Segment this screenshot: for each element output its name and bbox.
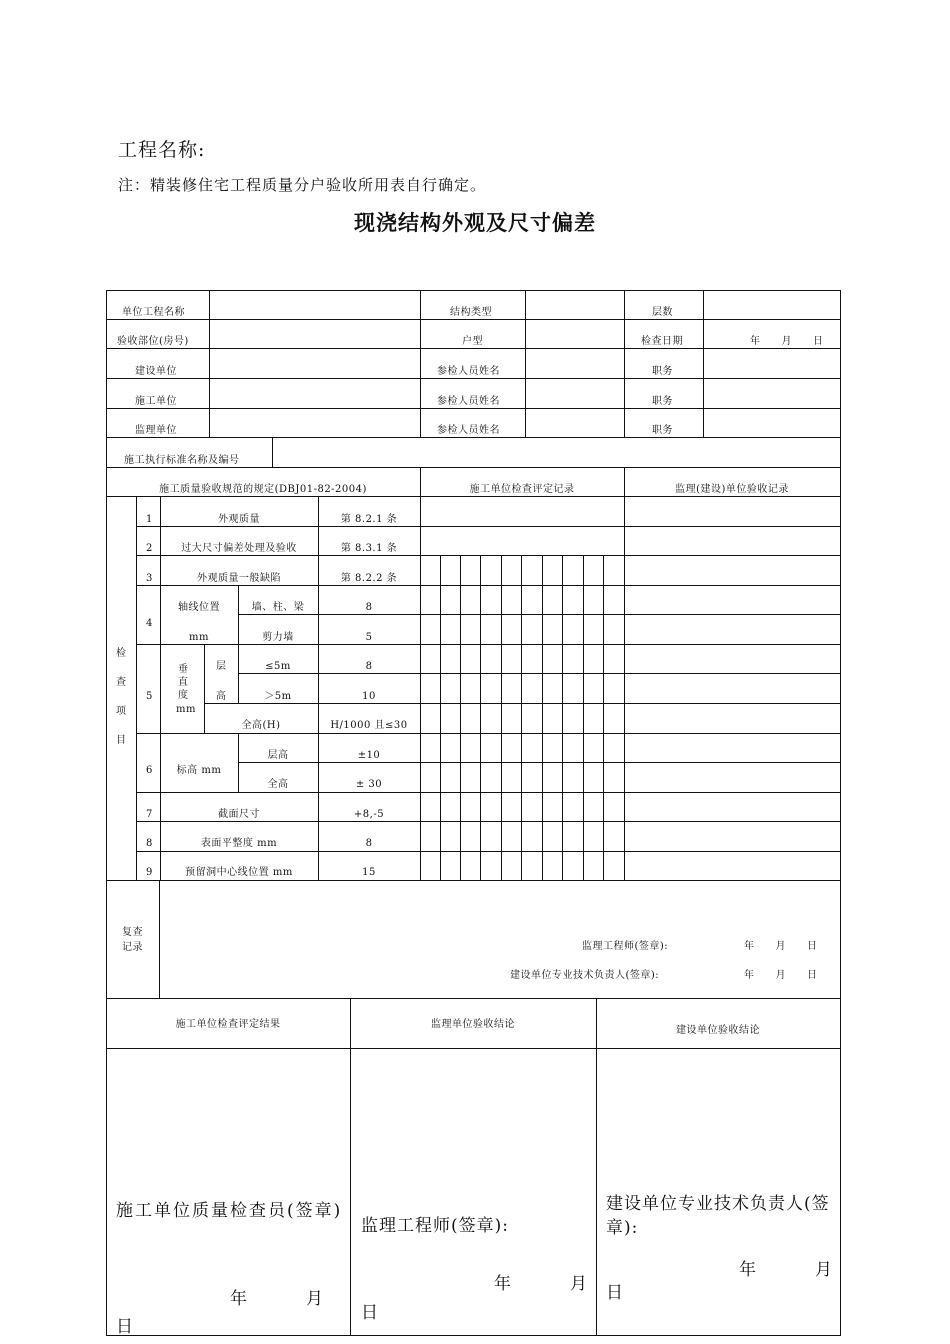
inspector-name-label-1: 参检人员姓名 xyxy=(437,366,500,377)
item-1-ref: 第 8.2.1 条 xyxy=(340,514,398,525)
builder-sign-year-month: 年 月 xyxy=(230,1289,325,1309)
item-9-no: 9 xyxy=(146,867,153,878)
construction-sign-label: 建设单位专业技术负责人(签章): xyxy=(606,1194,830,1238)
item-5-val3: H/1000 且≤30 xyxy=(330,720,408,731)
review-label-2: 记录 xyxy=(122,942,143,953)
construction-sign-year-month: 年 月 xyxy=(739,1260,834,1280)
item-8-ref: 8 xyxy=(365,838,373,849)
supervisor-record-header: 监理(建设)单位验收记录 xyxy=(675,484,789,495)
item-6-name: 标高 mm xyxy=(176,765,222,776)
review-label-1: 复查 xyxy=(122,927,143,938)
item-5-val2: 10 xyxy=(362,691,376,702)
builder-sign-label: 施工单位质量检查员(签章) xyxy=(116,1201,343,1221)
builder-record-header: 施工单位检查评定记录 xyxy=(469,484,575,495)
construction-sign-day: 日 xyxy=(606,1283,625,1303)
item-5-sub2: ＞5m xyxy=(264,691,292,702)
item-5-val1: 8 xyxy=(365,661,373,672)
builder-unit-label: 施工单位 xyxy=(135,396,177,407)
item-8-name: 表面平整度 mm xyxy=(200,838,278,849)
item-8-no: 8 xyxy=(146,838,153,849)
item-4-name: 轴线位置 xyxy=(178,602,220,613)
item-7-name: 截面尺寸 xyxy=(218,809,260,820)
item-5-floor-b: 高 xyxy=(216,691,227,702)
review-supervisor-engineer: 监理工程师(签章): xyxy=(582,941,669,952)
review-construction-tech-lead: 建设单位专业技术负责人(签章): xyxy=(510,970,660,981)
supervisor-sign-day: 日 xyxy=(361,1303,380,1323)
item-9-ref: 15 xyxy=(362,867,376,878)
item-4-sub2: 剪力墙 xyxy=(262,632,294,643)
item-5-floor-a: 层 xyxy=(216,661,227,672)
unit-project-name-label: 单位工程名称 xyxy=(122,307,185,318)
position-label-2: 职务 xyxy=(652,396,673,407)
item-3-no: 3 xyxy=(146,573,153,584)
position-label-3: 职务 xyxy=(652,425,673,436)
project-name-label: 工程名称: xyxy=(118,139,206,161)
builder-result-header: 施工单位检查评定结果 xyxy=(175,1019,281,1030)
floors-label: 层数 xyxy=(652,307,673,318)
construction-unit-label: 建设单位 xyxy=(135,366,177,377)
item-2-no: 2 xyxy=(146,543,153,554)
check-date-label: 检查日期 xyxy=(641,336,683,347)
item-6-sub1: 层高 xyxy=(267,750,289,761)
review-date-2: 年 月 日 xyxy=(744,970,818,981)
standard-name-label: 施工执行标准名称及编号 xyxy=(124,455,240,466)
item-6-val2: ± 30 xyxy=(355,779,383,790)
item-5-no: 5 xyxy=(146,691,153,702)
item-4-unit: mm xyxy=(189,632,209,643)
item-7-no: 7 xyxy=(146,809,153,820)
item-6-no: 6 xyxy=(146,765,153,776)
construction-conclusion-header: 建设单位验收结论 xyxy=(676,1025,760,1036)
supervision-unit-label: 监理单位 xyxy=(135,425,177,436)
item-3-ref: 第 8.2.2 条 xyxy=(340,573,398,584)
item-1-name: 外观质量 xyxy=(218,514,260,525)
item-4-val2: 5 xyxy=(365,632,373,643)
item-5-sub1: ≤5m xyxy=(265,661,291,672)
item-6-val1: ±10 xyxy=(357,750,381,761)
item-4-val1: 8 xyxy=(365,602,373,613)
item-7-ref: +8,-5 xyxy=(353,809,385,820)
structure-type-label: 结构类型 xyxy=(450,307,492,318)
check-items-label-3: 项 xyxy=(116,706,127,717)
item-5-unit: mm xyxy=(176,704,196,715)
acceptance-part-label: 验收部位(房号) xyxy=(117,336,189,347)
note-text: 注：精装修住宅工程质量分户验收所用表自行确定。 xyxy=(118,176,487,194)
check-items-label-2: 查 xyxy=(116,677,127,688)
spec-column-header: 施工质量验收规范的规定(DBJ01-82-2004) xyxy=(159,484,367,495)
item-5-name-2: 直 xyxy=(178,677,189,688)
item-4-sub1: 墙、柱、梁 xyxy=(251,602,305,613)
item-2-ref: 第 8.3.1 条 xyxy=(340,543,398,554)
item-5-sub3: 全高(H) xyxy=(241,720,281,731)
supervisor-sign-year-month: 年 月 xyxy=(494,1274,589,1294)
item-5-name-1: 垂 xyxy=(178,664,189,675)
item-1-no: 1 xyxy=(146,514,153,525)
supervisor-conclusion-header: 监理单位验收结论 xyxy=(431,1019,515,1030)
item-3-name: 外观质量一般缺陷 xyxy=(197,573,281,584)
review-date-1: 年 月 日 xyxy=(744,941,818,952)
item-9-name: 预留洞中心线位置 mm xyxy=(185,867,293,878)
inspector-name-label-3: 参检人员姓名 xyxy=(437,425,500,436)
check-date-value: 年 月 日 xyxy=(750,336,824,347)
builder-sign-day: 日 xyxy=(116,1317,135,1337)
item-4-no: 4 xyxy=(146,618,153,629)
check-items-label-4: 目 xyxy=(116,735,127,746)
check-items-label-1: 检 xyxy=(116,648,127,659)
supervisor-sign-label: 监理工程师(签章): xyxy=(361,1216,509,1236)
inspector-name-label-2: 参检人员姓名 xyxy=(437,396,500,407)
item-6-sub2: 全高 xyxy=(267,779,289,790)
house-type-label: 户型 xyxy=(462,336,483,347)
page-title: 现浇结构外观及尺寸偏差 xyxy=(354,211,596,235)
item-2-name: 过大尺寸偏差处理及验收 xyxy=(181,543,297,554)
position-label-1: 职务 xyxy=(652,366,673,377)
item-5-name-3: 度 xyxy=(178,690,189,701)
